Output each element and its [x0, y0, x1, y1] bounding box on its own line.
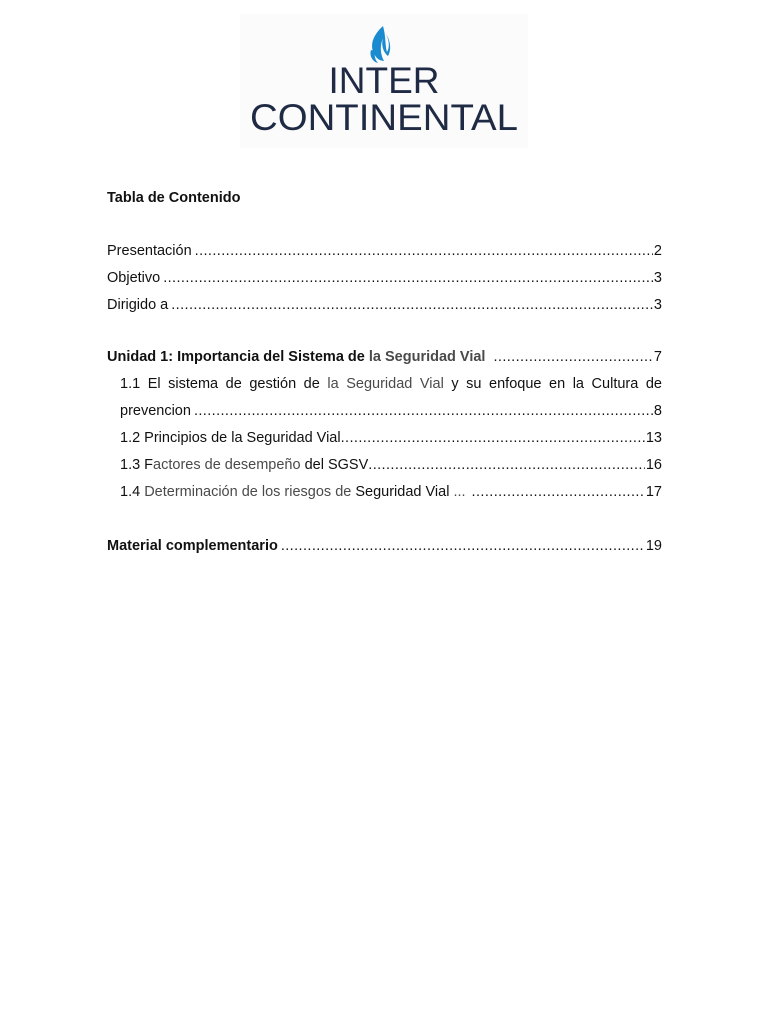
logo-line-1: INTER	[328, 60, 440, 101]
toc-page-number: 13	[645, 430, 662, 446]
sub-1-3-text-c: del SGSV	[300, 457, 369, 473]
toc-entry-material[interactable]	[107, 536, 662, 556]
dot-leader	[194, 401, 653, 421]
toc-entry-presentacion[interactable]	[107, 241, 662, 261]
intercontinental-logo	[240, 14, 528, 148]
toc-entry-label: 1.2 Principios de la Seguridad Vial	[120, 430, 341, 446]
unit-label-main: Unidad 1: Importancia del Sistema de	[107, 349, 369, 365]
toc-entry-label: Material complementario	[107, 538, 278, 554]
toc-entry-unidad-1[interactable]	[107, 347, 662, 367]
toc-entry-label: prevencion	[120, 403, 191, 419]
toc-entry-1-3[interactable]	[120, 455, 662, 475]
sub-1-1-text-a: 1.1 El sistema de gestión de	[120, 376, 328, 392]
sub-1-4-text-highlight: Determinación de los riesgos de	[144, 484, 356, 500]
toc-entry-1-1-line-2[interactable]	[120, 401, 662, 421]
toc-page-number: 16	[645, 457, 662, 473]
sub-1-3-text-highlight: actores de desempeño	[153, 457, 301, 473]
sub-1-4-text-ellipsis: ...	[449, 484, 466, 500]
toc-title: Tabla de Contenido	[107, 190, 241, 206]
toc-entry-label	[120, 482, 466, 502]
sub-1-1-text-highlight: la Seguridad Vial	[327, 376, 444, 392]
dot-leader	[368, 455, 645, 475]
toc-page-number: 2	[653, 243, 662, 259]
toc-entry-1-1-line-1[interactable]	[120, 374, 662, 394]
flame-icon	[370, 26, 390, 63]
toc-page-number: 3	[653, 270, 662, 286]
dot-leader	[341, 428, 645, 448]
toc-page-number: 8	[653, 403, 662, 419]
dot-leader	[171, 295, 653, 315]
dot-leader	[472, 482, 645, 502]
sub-1-1-text-c: y su enfoque en la Cultura de	[443, 376, 662, 392]
toc-page-number: 7	[653, 349, 662, 365]
unit-label-highlight: la Seguridad Vial	[368, 349, 486, 365]
sub-1-4-text-a: 1.4	[120, 484, 145, 500]
dot-leader	[195, 241, 653, 261]
sub-1-4-text-c: Seguridad Vial	[355, 484, 450, 500]
toc-entry-label: Dirigido a	[107, 297, 169, 313]
sub-1-3-text-a: 1.3 F	[120, 457, 154, 473]
toc-entry-label	[120, 455, 368, 475]
toc-entry-label: Objetivo	[107, 270, 161, 286]
dot-leader	[281, 536, 645, 556]
toc-entry-dirigido[interactable]	[107, 295, 662, 315]
toc-entry-objetivo[interactable]	[107, 268, 662, 288]
toc-entry-1-4[interactable]	[120, 482, 662, 502]
toc-entry-1-2[interactable]	[120, 428, 662, 448]
toc-page-number: 3	[653, 297, 662, 313]
dot-leader	[493, 347, 652, 367]
dot-leader	[163, 268, 653, 288]
toc-page-number: 17	[645, 484, 662, 500]
logo-line-2: CONTINENTAL	[250, 97, 518, 138]
toc-entry-label	[107, 347, 485, 367]
toc-page-number: 19	[645, 538, 662, 554]
toc-entry-label: Presentación	[107, 243, 192, 259]
